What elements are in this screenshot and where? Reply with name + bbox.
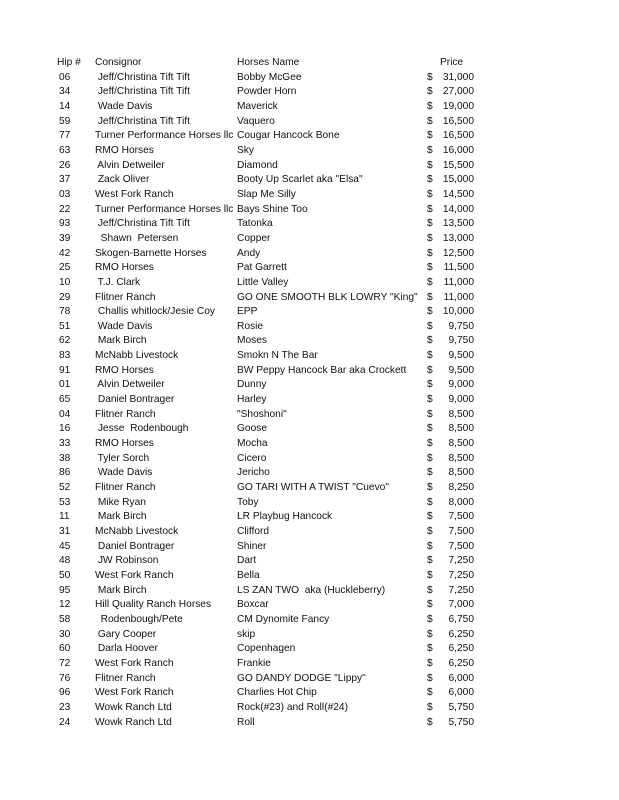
currency-symbol: $ <box>427 379 433 391</box>
horse-name-cell: Smokn N The Bar <box>237 350 318 362</box>
horse-name-cell: Maverick <box>237 100 278 112</box>
consignor-cell: Jeff/Christina Tift Tift <box>95 71 190 83</box>
price-cell: 7,500 <box>448 511 474 523</box>
price-cell: 6,750 <box>448 613 474 625</box>
horse-name-cell: "Shoshoni" <box>237 408 287 420</box>
table-row <box>0 188 619 203</box>
table-row <box>0 173 619 188</box>
currency-symbol: $ <box>427 130 433 142</box>
hip-cell: 95 <box>59 584 71 596</box>
currency-symbol: $ <box>427 188 433 200</box>
hip-cell: 01 <box>59 379 71 391</box>
consignor-cell: Turner Performance Horses llc <box>95 203 234 215</box>
horse-name-cell: Cougar Hancock Bone <box>237 130 340 142</box>
currency-symbol: $ <box>427 643 433 655</box>
hip-cell: 11 <box>59 511 70 523</box>
table-header-row <box>0 56 619 71</box>
consignor-cell: Flitner Ranch <box>95 672 156 684</box>
hip-cell: 29 <box>59 291 71 303</box>
currency-symbol: $ <box>427 672 433 684</box>
hip-cell: 59 <box>59 115 71 127</box>
currency-symbol: $ <box>427 247 433 259</box>
consignor-cell: Mike Ryan <box>95 496 146 508</box>
price-cell: 19,000 <box>442 100 474 112</box>
horse-name-cell: EPP <box>237 306 258 318</box>
table-row <box>0 129 619 144</box>
currency-symbol: $ <box>427 232 433 244</box>
table-body <box>0 71 619 731</box>
table-row <box>0 291 619 306</box>
hip-cell: 50 <box>59 569 71 581</box>
price-cell: 9,500 <box>448 364 474 376</box>
consignor-cell: Jeff/Christina Tift Tift <box>95 115 190 127</box>
currency-symbol: $ <box>427 144 433 156</box>
hip-cell: 22 <box>59 203 71 215</box>
price-column-header: Price <box>440 57 464 68</box>
consignor-cell: West Fork Ranch <box>95 657 174 669</box>
price-cell: 11,500 <box>443 262 474 274</box>
hip-cell: 60 <box>59 643 71 655</box>
price-cell: 9,500 <box>448 350 474 362</box>
currency-symbol: $ <box>427 100 433 112</box>
horse-name-cell: Tatonka <box>237 218 273 230</box>
consignor-cell: Wade Davis <box>95 320 153 332</box>
consignor-cell: Mark Birch <box>95 511 147 523</box>
currency-symbol: $ <box>427 276 433 288</box>
consignor-cell: JW Robinson <box>95 555 159 567</box>
table-row <box>0 554 619 569</box>
horse-name-cell: Diamond <box>237 159 278 171</box>
currency-symbol: $ <box>427 262 433 274</box>
price-cell: 10,000 <box>442 306 474 318</box>
currency-symbol: $ <box>427 350 433 362</box>
price-cell: 7,250 <box>448 584 474 596</box>
table-row <box>0 525 619 540</box>
table-row <box>0 408 619 423</box>
horse-name-cell: Shiner <box>237 540 267 552</box>
horse-name-cell: GO TARI WITH A TWIST "Cuevo" <box>237 482 389 494</box>
sale-results-table <box>0 56 619 730</box>
consignor-cell: Darla Hoover <box>95 643 158 655</box>
price-cell: 8,500 <box>448 423 474 435</box>
horse-name-cell: Jericho <box>237 467 270 479</box>
horse-name-cell: Rosie <box>237 320 264 332</box>
hip-cell: 23 <box>59 701 71 713</box>
currency-symbol: $ <box>427 482 433 494</box>
horse-name-cell: Slap Me Silly <box>237 188 296 200</box>
horse-name-cell: Charlies Hot Chip <box>237 687 317 699</box>
currency-symbol: $ <box>427 511 433 523</box>
horse-name-cell: Bella <box>237 569 260 581</box>
horse-name-column-header: Horses Name <box>237 57 300 68</box>
price-cell: 12,500 <box>442 247 474 259</box>
hip-cell: 77 <box>59 130 71 142</box>
consignor-cell: Wade Davis <box>95 100 153 112</box>
table-row <box>0 349 619 364</box>
currency-symbol: $ <box>427 716 433 728</box>
hip-cell: 53 <box>59 496 71 508</box>
table-row <box>0 276 619 291</box>
consignor-cell: RMO Horses <box>95 438 154 450</box>
horse-name-cell: CM Dynomite Fancy <box>237 613 330 625</box>
table-row <box>0 247 619 262</box>
price-cell: 7,500 <box>448 540 474 552</box>
table-row <box>0 569 619 584</box>
consignor-cell: Flitner Ranch <box>95 482 156 494</box>
table-row <box>0 203 619 218</box>
price-cell: 15,500 <box>442 159 474 171</box>
price-cell: 7,250 <box>448 569 474 581</box>
hip-cell: 63 <box>59 144 71 156</box>
horse-name-cell: Frankie <box>237 657 271 669</box>
currency-symbol: $ <box>427 218 433 230</box>
currency-symbol: $ <box>427 452 433 464</box>
currency-symbol: $ <box>427 291 433 303</box>
hip-cell: 16 <box>59 423 71 435</box>
currency-symbol: $ <box>427 174 433 186</box>
consignor-cell: Gary Cooper <box>95 628 157 640</box>
horse-name-cell: Sky <box>237 144 254 156</box>
table-row <box>0 540 619 555</box>
table-row <box>0 364 619 379</box>
price-cell: 11,000 <box>443 291 474 303</box>
hip-cell: 62 <box>59 335 71 347</box>
price-cell: 6,250 <box>448 657 474 669</box>
hip-cell: 06 <box>59 71 71 83</box>
table-row <box>0 115 619 130</box>
price-cell: 6,000 <box>448 687 474 699</box>
hip-cell: 24 <box>59 716 71 728</box>
table-row <box>0 100 619 115</box>
price-cell: 16,500 <box>442 130 474 142</box>
horse-name-cell: Mocha <box>237 438 268 450</box>
consignor-cell: West Fork Ranch <box>95 569 174 581</box>
table-row <box>0 598 619 613</box>
horse-name-cell: GO DANDY DODGE "Lippy" <box>237 672 366 684</box>
hip-cell: 03 <box>59 188 71 200</box>
currency-symbol: $ <box>427 496 433 508</box>
currency-symbol: $ <box>427 320 433 332</box>
table-row <box>0 144 619 159</box>
hip-cell: 96 <box>59 687 71 699</box>
hip-cell: 14 <box>59 100 71 112</box>
table-row <box>0 305 619 320</box>
consignor-cell: Wowk Ranch Ltd <box>95 716 172 728</box>
consignor-cell: Mark Birch <box>95 335 147 347</box>
horse-name-cell: BW Peppy Hancock Bar aka Crockett <box>237 364 407 376</box>
hip-cell: 37 <box>59 174 71 186</box>
table-row <box>0 378 619 393</box>
hip-cell: 58 <box>59 613 71 625</box>
table-row <box>0 701 619 716</box>
price-cell: 14,500 <box>442 188 474 200</box>
consignor-cell: Tyler Sorch <box>95 452 150 464</box>
currency-symbol: $ <box>427 408 433 420</box>
consignor-cell: Mark Birch <box>95 584 147 596</box>
table-row <box>0 452 619 467</box>
table-row <box>0 422 619 437</box>
hip-cell: 72 <box>59 657 71 669</box>
currency-symbol: $ <box>427 628 433 640</box>
currency-symbol: $ <box>427 423 433 435</box>
consignor-cell: Daniel Bontrager <box>95 394 175 406</box>
hip-cell: 65 <box>59 394 71 406</box>
price-cell: 6,250 <box>448 628 474 640</box>
hip-cell: 12 <box>59 599 71 611</box>
currency-symbol: $ <box>427 584 433 596</box>
table-row <box>0 85 619 100</box>
currency-symbol: $ <box>427 687 433 699</box>
consignor-cell: RMO Horses <box>95 364 154 376</box>
currency-symbol: $ <box>427 115 433 127</box>
consignor-cell: Challis whitlock/Jesie Coy <box>95 306 216 318</box>
hip-cell: 93 <box>59 218 71 230</box>
hip-cell: 34 <box>59 86 71 98</box>
consignor-cell: Skogen-Barnette Horses <box>95 247 207 259</box>
hip-cell: 76 <box>59 672 71 684</box>
horse-name-cell: Pat Garrett <box>237 262 287 274</box>
price-cell: 13,000 <box>442 232 474 244</box>
hip-cell: 86 <box>59 467 71 479</box>
price-cell: 9,750 <box>448 335 474 347</box>
table-row <box>0 481 619 496</box>
consignor-cell: Jeff/Christina Tift Tift <box>95 218 190 230</box>
currency-symbol: $ <box>427 364 433 376</box>
horse-name-cell: Goose <box>237 423 268 435</box>
horse-name-cell: Toby <box>237 496 259 508</box>
table-row <box>0 71 619 86</box>
currency-symbol: $ <box>427 613 433 625</box>
consignor-cell: Alvin Detweiler <box>95 159 165 171</box>
price-cell: 27,000 <box>442 86 474 98</box>
consignor-cell: Wade Davis <box>95 467 153 479</box>
currency-symbol: $ <box>427 159 433 171</box>
horse-name-cell: Andy <box>237 247 261 259</box>
hip-column-header: Hip # <box>57 57 81 68</box>
currency-symbol: $ <box>427 467 433 479</box>
currency-symbol: $ <box>427 599 433 611</box>
consignor-cell: Alvin Detweiler <box>95 379 165 391</box>
hip-cell: 31 <box>59 526 71 537</box>
price-cell: 5,750 <box>448 716 474 728</box>
price-cell: 7,000 <box>448 599 474 611</box>
currency-symbol: $ <box>427 657 433 669</box>
table-row <box>0 510 619 525</box>
price-cell: 11,000 <box>443 276 474 288</box>
table-row <box>0 261 619 276</box>
horse-name-cell: Bays Shine Too <box>237 203 308 215</box>
price-cell: 7,500 <box>448 526 474 537</box>
horse-name-cell: Rock(#23) and Roll(#24) <box>237 701 348 713</box>
hip-cell: 52 <box>59 482 71 494</box>
price-cell: 8,000 <box>448 496 474 508</box>
hip-cell: 51 <box>59 320 71 332</box>
table-row <box>0 393 619 408</box>
horse-name-cell: LS ZAN TWO aka (Huckleberry) <box>237 584 386 596</box>
consignor-cell: Flitner Ranch <box>95 291 156 303</box>
hip-cell: 78 <box>59 306 71 318</box>
horse-name-cell: Booty Up Scarlet aka "Elsa" <box>237 174 363 186</box>
horse-name-cell: Powder Horn <box>237 86 297 98</box>
table-row <box>0 159 619 174</box>
currency-symbol: $ <box>427 540 433 552</box>
price-cell: 16,000 <box>442 144 474 156</box>
table-row <box>0 686 619 701</box>
horse-name-cell: Boxcar <box>237 599 269 611</box>
price-cell: 8,500 <box>448 438 474 450</box>
consignor-cell: RMO Horses <box>95 144 154 156</box>
table-row <box>0 320 619 335</box>
price-cell: 9,000 <box>448 379 474 391</box>
horse-name-cell: Clifford <box>237 526 270 537</box>
horse-name-cell: Vaquero <box>237 115 275 127</box>
table-row <box>0 584 619 599</box>
horse-name-cell: LR Playbug Hancock <box>237 511 333 523</box>
horse-name-cell: Moses <box>237 335 268 347</box>
currency-symbol: $ <box>427 555 433 567</box>
table-row <box>0 657 619 672</box>
horse-name-cell: Dart <box>237 555 257 567</box>
price-cell: 15,000 <box>442 174 474 186</box>
horse-name-cell: Cicero <box>237 452 267 464</box>
price-cell: 31,000 <box>442 71 474 83</box>
consignor-cell: Rodenbough/Pete <box>95 613 183 625</box>
horse-name-cell: Copenhagen <box>237 643 296 655</box>
hip-cell: 33 <box>59 438 71 450</box>
horse-name-cell: skip <box>237 628 256 640</box>
hip-cell: 91 <box>59 364 71 376</box>
hip-cell: 25 <box>59 262 71 274</box>
price-cell: 14,000 <box>442 203 474 215</box>
hip-cell: 39 <box>59 232 71 244</box>
table-row <box>0 642 619 657</box>
consignor-cell: West Fork Ranch <box>95 188 174 200</box>
horse-name-cell: Harley <box>237 394 267 406</box>
horse-name-cell: Bobby McGee <box>237 71 302 83</box>
price-cell: 6,000 <box>448 672 474 684</box>
consignor-cell: McNabb Livestock <box>95 350 179 362</box>
price-cell: 13,500 <box>442 218 474 230</box>
consignor-column-header: Consignor <box>95 57 142 68</box>
currency-symbol: $ <box>427 306 433 318</box>
table-row <box>0 613 619 628</box>
horse-name-cell: Little Valley <box>237 276 289 288</box>
consignor-cell: McNabb Livestock <box>95 526 179 537</box>
price-cell: 8,500 <box>448 408 474 420</box>
table-row <box>0 334 619 349</box>
consignor-cell: Shawn Petersen <box>95 232 179 244</box>
hip-cell: 26 <box>59 159 71 171</box>
hip-cell: 83 <box>59 350 71 362</box>
currency-symbol: $ <box>427 203 433 215</box>
table-row <box>0 437 619 452</box>
horse-name-cell: Copper <box>237 232 271 244</box>
currency-symbol: $ <box>427 71 433 83</box>
price-cell: 9,000 <box>448 394 474 406</box>
consignor-cell: T.J. Clark <box>95 276 141 288</box>
consignor-cell: Turner Performance Horses llc <box>95 130 234 142</box>
table-row <box>0 672 619 687</box>
currency-symbol: $ <box>427 394 433 406</box>
currency-symbol: $ <box>427 86 433 98</box>
consignor-cell: Daniel Bontrager <box>95 540 175 552</box>
consignor-cell: Zack Oliver <box>95 174 150 186</box>
table-row <box>0 232 619 247</box>
currency-symbol: $ <box>427 438 433 450</box>
consignor-cell: RMO Horses <box>95 262 154 274</box>
table-row <box>0 628 619 643</box>
table-row <box>0 496 619 511</box>
horse-name-cell: Dunny <box>237 379 267 391</box>
hip-cell: 30 <box>59 628 71 640</box>
price-cell: 9,750 <box>448 320 474 332</box>
price-cell: 8,500 <box>448 467 474 479</box>
currency-symbol: $ <box>427 526 433 537</box>
consignor-cell: Jeff/Christina Tift Tift <box>95 86 190 98</box>
consignor-cell: West Fork Ranch <box>95 687 174 699</box>
consignor-cell: Hill Quality Ranch Horses <box>95 599 212 611</box>
price-cell: 5,750 <box>448 701 474 713</box>
table-row <box>0 217 619 232</box>
price-cell: 8,250 <box>448 482 474 494</box>
hip-cell: 45 <box>59 540 71 552</box>
hip-cell: 42 <box>59 247 71 259</box>
horse-name-cell: GO ONE SMOOTH BLK LOWRY "King" <box>237 291 418 303</box>
currency-symbol: $ <box>427 701 433 713</box>
consignor-cell: Flitner Ranch <box>95 408 156 420</box>
currency-symbol: $ <box>427 335 433 347</box>
consignor-cell: Jesse Rodenbough <box>95 423 189 435</box>
hip-cell: 38 <box>59 452 71 464</box>
price-cell: 16,500 <box>442 115 474 127</box>
consignor-cell: Wowk Ranch Ltd <box>95 701 172 713</box>
price-cell: 8,500 <box>448 452 474 464</box>
hip-cell: 04 <box>59 408 71 420</box>
currency-symbol: $ <box>427 569 433 581</box>
table-row <box>0 716 619 731</box>
price-cell: 7,250 <box>448 555 474 567</box>
table-row <box>0 466 619 481</box>
horse-name-cell: Roll <box>237 716 255 728</box>
price-cell: 6,250 <box>448 643 474 655</box>
hip-cell: 10 <box>59 276 71 288</box>
hip-cell: 48 <box>59 555 71 567</box>
